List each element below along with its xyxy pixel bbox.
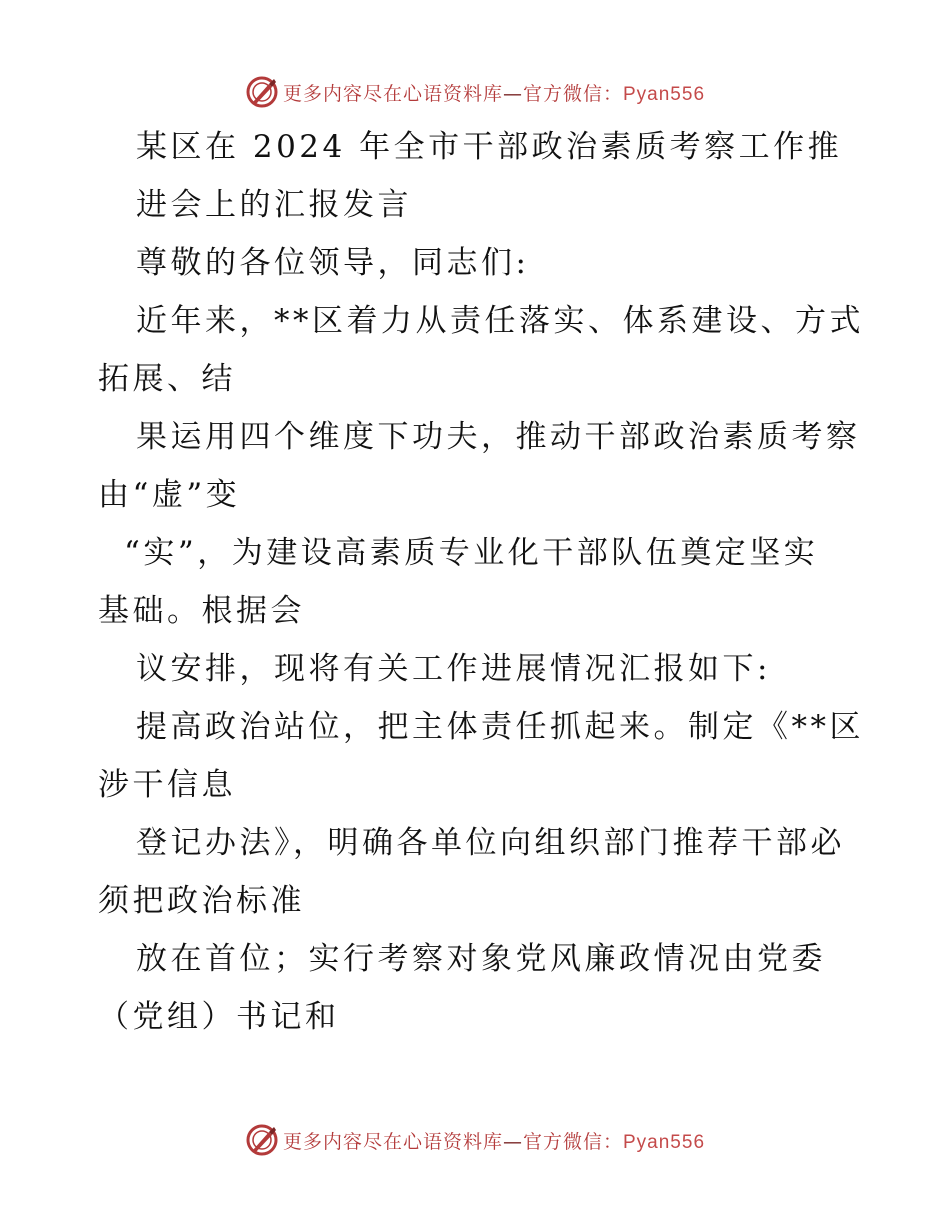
paragraph-line: 基础。根据会 — [98, 593, 305, 629]
quill-pen-logo-icon — [245, 75, 279, 109]
paragraph-line: 拓展、结 — [98, 361, 236, 397]
salutation: 尊敬的各位领导，同志们: — [136, 245, 530, 281]
header-wechat-id: Pyan556 — [623, 83, 706, 105]
footer-wechat-id: Pyan556 — [623, 1131, 706, 1153]
paragraph-line: 放在首位；实行考察对象党风廉政情况由党委 — [136, 941, 826, 977]
quill-pen-logo-icon — [245, 1123, 279, 1157]
header-watermark — [0, 72, 950, 112]
paragraph-line: 由“虚”变 — [98, 477, 241, 513]
paragraph-line: 近年来，**区着力从责任落实、体系建设、方式 — [136, 303, 864, 339]
header-watermark-text — [283, 79, 705, 106]
footer-wechat-label: 官方微信： — [522, 1130, 623, 1153]
paragraph-line: 须把政治标准 — [98, 883, 305, 919]
paragraph-line: “实”，为建设高素质专业化干部队伍奠定坚实 — [124, 535, 819, 571]
paragraph-line: （党组）书记和 — [98, 999, 340, 1035]
footer-site-text: 更多内容尽在心语资料库 — [282, 1130, 503, 1153]
paragraph-line: 涉干信息 — [98, 767, 236, 803]
header-dash: — — [502, 82, 523, 105]
footer-watermark — [0, 1120, 950, 1160]
footer-dash: — — [502, 1130, 523, 1153]
document-title-line-1: 某区在 2024 年全市干部政治素质考察工作推 — [136, 129, 843, 165]
footer-watermark-text — [283, 1127, 705, 1154]
document-title-line-2: 进会上的汇报发言 — [136, 187, 412, 223]
document-body — [98, 118, 864, 1046]
paragraph-line: 提高政治站位，把主体责任抓起来。制定《**区 — [136, 709, 864, 745]
header-site-text: 更多内容尽在心语资料库 — [282, 82, 503, 105]
header-wechat-label: 官方微信： — [522, 82, 623, 105]
paragraph-line: 登记办法》，明确各单位向组织部门推荐干部必 — [136, 825, 845, 861]
paragraph-line: 议安排，现将有关工作进展情况汇报如下: — [136, 651, 771, 687]
paragraph-line: 果运用四个维度下功夫，推动干部政治素质考察 — [136, 419, 861, 455]
